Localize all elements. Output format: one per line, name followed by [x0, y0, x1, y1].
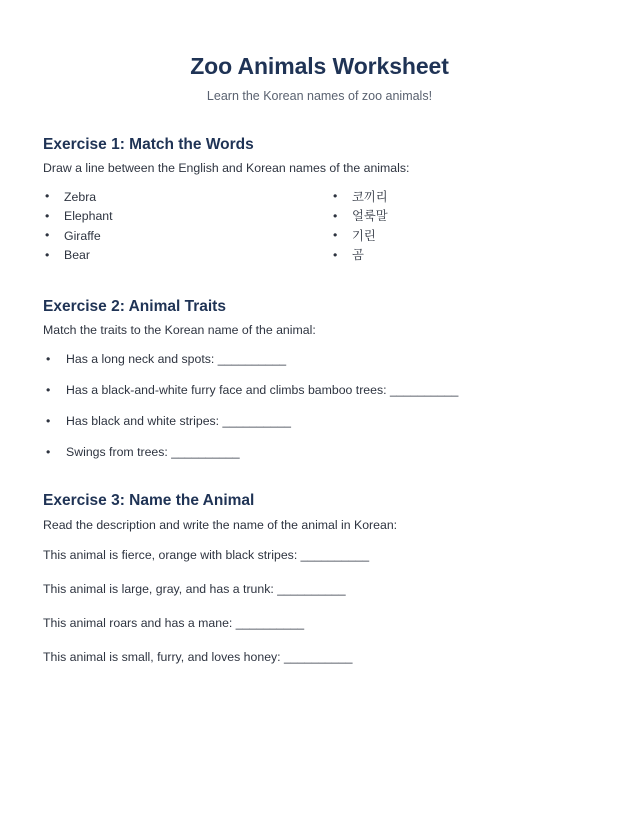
english-words-column	[43, 188, 331, 266]
list-item[interactable]: • Bear	[43, 246, 331, 266]
page-title: Zoo Animals Worksheet	[190, 53, 449, 79]
animal-descriptions-list	[43, 547, 596, 665]
list-item[interactable]: • 기린	[331, 227, 619, 247]
list-item[interactable]: • Has black and white stripes: __________	[43, 413, 596, 429]
list-item[interactable]: • 곰	[331, 246, 619, 266]
exercise-3-heading: Exercise 3: Name the Animal	[43, 492, 255, 510]
exercise-3-section	[43, 491, 596, 665]
animal-traits-list	[43, 351, 596, 460]
list-item[interactable]: • Swings from trees: __________	[43, 444, 596, 460]
list-item[interactable]: • Giraffe	[43, 227, 331, 247]
match-columns	[43, 188, 596, 266]
exercise-1-heading: Exercise 1: Match the Words	[43, 136, 254, 153]
exercise-1-instruction: Draw a line between the English and Korean names of the animals:	[43, 161, 410, 176]
exercise-3-instruction: Read the description and write the name of the animal in Korean:	[43, 517, 398, 532]
list-item[interactable]: This animal is fierce, orange with black stripes: __________	[43, 548, 370, 563]
english-words-list	[43, 188, 331, 266]
exercise-1-section	[43, 135, 596, 266]
list-item[interactable]: • 코끼리	[331, 188, 619, 208]
list-item[interactable]: This animal roars and has a mane: __________	[43, 616, 305, 631]
korean-words-column	[331, 188, 619, 266]
list-item[interactable]: • Elephant	[43, 207, 331, 227]
korean-words-list	[331, 188, 619, 266]
page-subtitle: Learn the Korean names of zoo animals!	[206, 88, 433, 103]
exercise-2-section	[43, 297, 596, 461]
list-item[interactable]: • Zebra	[43, 188, 331, 208]
exercise-2-heading: Exercise 2: Animal Traits	[43, 297, 226, 315]
list-item[interactable]: • Has a black-and-white furry face and climbs bamboo trees: __________	[43, 382, 596, 398]
list-item[interactable]: This animal is large, gray, and has a trunk: __________	[43, 582, 346, 597]
list-item[interactable]: • Has a long neck and spots: __________	[43, 351, 596, 367]
exercise-2-instruction: Match the traits to the Korean name of the animal:	[43, 322, 316, 337]
list-item[interactable]: This animal is small, furry, and loves honey: __________	[43, 650, 353, 665]
list-item[interactable]: • 얼룩말	[331, 207, 619, 227]
